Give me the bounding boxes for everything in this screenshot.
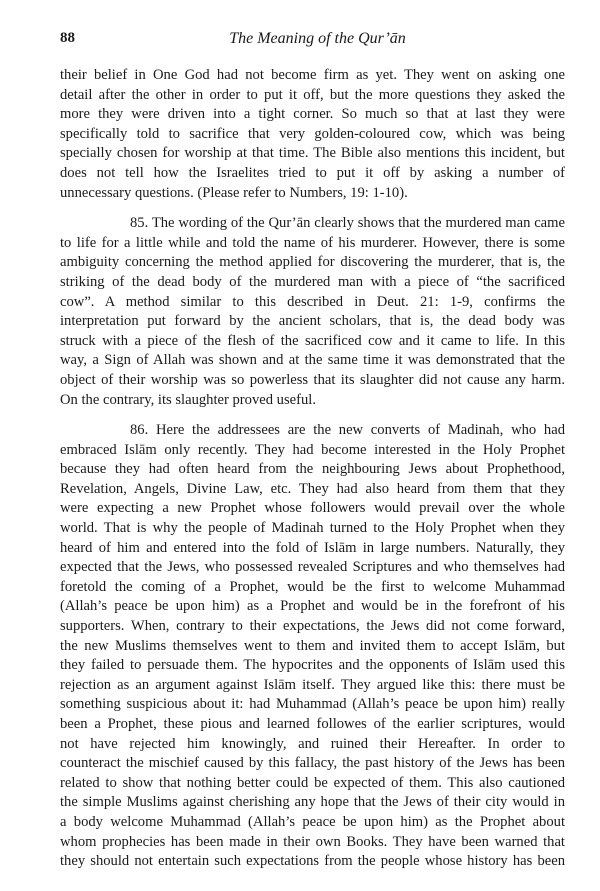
paragraph-gap	[60, 410, 565, 421]
text-line: ambiguity concerning the method applied for discovering the murderer, that is, the	[60, 254, 565, 271]
text-line: because they had often heard from the neighbouring Jews about Prophethood,	[60, 461, 565, 478]
paragraph-note-86	[60, 421, 565, 872]
text-line: foretold the coming of a Prophet, would be the first to welcome Muhammad	[60, 578, 565, 595]
text-line: detail after the other in order to put it off, but the more questions they asked the	[60, 86, 565, 103]
page-number: 88	[60, 30, 75, 46]
text-line: a body welcome Muhammad (Allah’s peace be upon him) as the Prophet about	[60, 813, 565, 830]
text-line: interpretation put forward by the ancient scholars, that is, the dead body was	[60, 313, 565, 330]
text-line: heard of him and entered into the fold of Islām in large numbers. Naturally, they	[60, 539, 565, 556]
text-line: something suspicious about it: had Muhammad (Allah’s peace be upon him) really	[60, 696, 565, 713]
text-line: were expecting a new Prophet whose followers would prevail over the whole	[60, 500, 565, 517]
text-line: unnecessary questions. (Please refer to Numbers, 19: 1-10).	[60, 184, 408, 201]
text-line: the simple Muslims against cherishing any hope that the Jews of their city would in	[60, 794, 565, 811]
text-line: the new Muslims themselves went to them and invited them to accept Islām, but	[60, 637, 565, 654]
text-line: counteract the mischief caused by this fallacy, the past history of the Jews has been	[60, 755, 565, 772]
body-text	[60, 66, 565, 872]
text-line: their belief in One God had not become firm as yet. They went on asking one	[60, 67, 565, 83]
paragraph-continued	[60, 66, 565, 203]
paragraph-gap	[60, 203, 565, 214]
text-line: striking of the dead body of the murdered man with a piece of “the sacrificed	[60, 273, 565, 290]
text-line: specifically told to sacrifice that very golden-coloured cow, which was being	[60, 125, 565, 142]
text-line: (Allah’s peace be upon him) as a Prophet and would be in the forefront of his	[60, 598, 565, 615]
text-line: related to show that nothing better could be expected of them. This also cautioned	[60, 774, 565, 791]
text-line: whom prophecies has been made in their own Books. They have been warned that	[60, 833, 565, 850]
text-line: specially chosen for worship at that time. The Bible also mentions this incident, but	[60, 145, 565, 162]
running-title: The Meaning of the Qur’ān	[229, 30, 406, 47]
text-line: struck with a piece of the flesh of the sacrificed cow and it came to life. In this	[60, 332, 565, 349]
text-line: been a Prophet, these pious and learned followes of the earlier scriptures, would	[60, 716, 565, 732]
text-line: more they were driven into a tight corner. So much so that at last they were	[60, 106, 565, 123]
text-line: 86. Here the addressees are the new converts of Madinah, who had	[130, 422, 565, 439]
text-line: 85. The wording of the Qur’ān clearly shows that the murdered man came	[130, 215, 565, 232]
text-line: to life for a little while and told the name of his murderer. However, there is some	[60, 234, 565, 251]
text-line: object of their worship was so powerless that its slaughter did not cause any harm.	[60, 371, 565, 388]
text-line: world. That is why the people of Madinah turned to the Holy Prophet when they	[60, 520, 565, 537]
text-line: supporters. When, contrary to their expectations, the Jews did not come forward,	[60, 618, 565, 635]
text-line: does not tell how the Israelites tried to put it off by asking a number of	[60, 164, 565, 181]
page-header	[60, 30, 565, 54]
paragraph-note-85	[60, 214, 565, 410]
text-line: On the contrary, its slaughter proved useful.	[60, 391, 316, 408]
text-line: embraced Islām only recently. They had become interested in the Holy Prophet	[60, 441, 565, 458]
text-line: rejection as an argument against Islām itself. They argued like this: there must be	[60, 676, 565, 693]
text-line: not have rejected him knowingly, and ruined their Hereafter. In order to	[60, 735, 565, 752]
text-line: cow”. A method similar to this described in Deut. 21: 1-9, confirms the	[60, 293, 565, 310]
text-line: expected that the Jews, who possessed revealed Scriptures and who themselves had	[60, 559, 565, 576]
text-line: they failed to persuade them. The hypocrites and the opponents of Islām used this	[60, 657, 565, 674]
text-line: way, a Sign of Allah was shown and at the same time it was demonstrated that the	[60, 352, 565, 369]
text-line: they should not entertain such expectations from the people whose history has been	[60, 853, 565, 870]
text-line: Revelation, Angels, Divine Law, etc. They had also heard from them that they	[60, 480, 565, 497]
